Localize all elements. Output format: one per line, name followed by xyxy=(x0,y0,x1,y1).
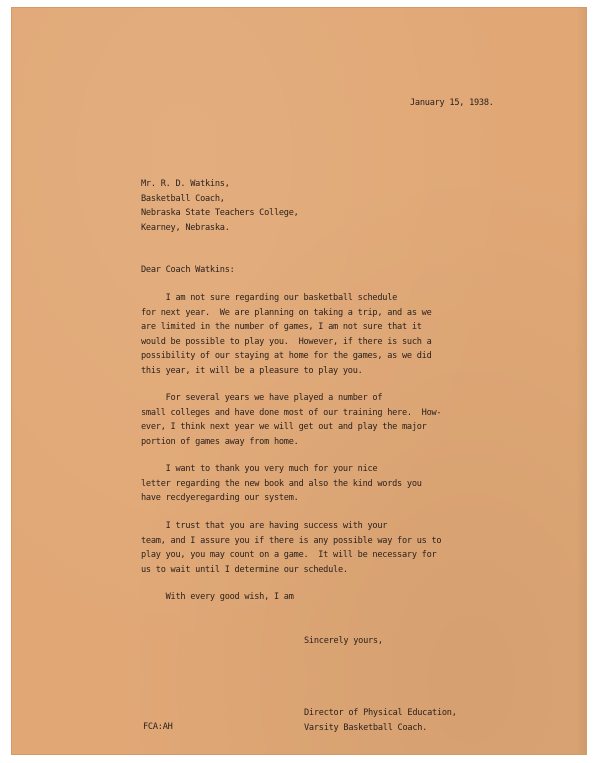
paragraph-line: small colleges and have done most of our training here. How- xyxy=(141,407,442,418)
letter-date: January 15, 1938. xyxy=(410,98,494,108)
signature-title-line: Varsity Basketball Coach. xyxy=(304,722,428,733)
body-paragraph-2 xyxy=(141,391,441,449)
signature-block xyxy=(304,706,457,735)
recipient-name: Mr. R. D. Watkins, xyxy=(141,179,230,189)
closing: Sincerely yours, xyxy=(304,636,383,646)
paragraph-line: ever, I think next year we will get out and play the major xyxy=(141,422,427,433)
paragraph-line: play you, you may count on a game. It will be necessary for xyxy=(141,550,437,561)
paragraph-line: us to wait until I determine our schedule. xyxy=(141,564,348,575)
body-paragraph-4 xyxy=(141,519,441,577)
paragraph-line: are limited in the number of games, I am not sure that it xyxy=(141,322,422,333)
paragraph-line: I want to thank you very much for your nice xyxy=(141,464,378,474)
recipient-title: Basketball Coach, xyxy=(141,193,225,204)
paragraph-line: would be possible to play you. However, if there is such a xyxy=(141,336,432,347)
paragraph-line: have recdyeregarding our system. xyxy=(141,493,299,504)
body-paragraph-3 xyxy=(141,462,422,506)
paragraph-line: portion of games away from home. xyxy=(141,436,299,447)
body-paragraph-1 xyxy=(141,291,432,379)
signature-title-line: Director of Physical Education, xyxy=(304,708,457,718)
body-paragraph-5 xyxy=(141,590,294,605)
salutation: Dear Coach Watkins: xyxy=(141,265,235,275)
paragraph-line: this year, it will be a pleasure to play you. xyxy=(141,365,363,376)
page-edge-shadow xyxy=(576,8,586,754)
paragraph-line: possibility of our staying at home for the games, as we did xyxy=(141,351,432,362)
paragraph-line: I trust that you are having success with your xyxy=(141,521,388,531)
paragraph-line: With every good wish, I am xyxy=(141,592,294,602)
typist-initials: FCA:AH xyxy=(143,722,173,732)
paragraph-line: team, and I assure you if there is any possible way for us to xyxy=(141,535,442,546)
paragraph-line: I am not sure regarding our basketball schedule xyxy=(141,293,398,303)
recipient-address xyxy=(141,177,299,235)
paragraph-line: for next year. We are planning on taking a trip, and as we xyxy=(141,307,432,318)
paragraph-line: letter regarding the new book and also the kind words you xyxy=(141,478,422,489)
letter-page xyxy=(12,8,586,754)
recipient-city: Kearney, Nebraska. xyxy=(141,222,230,233)
recipient-institution: Nebraska State Teachers College, xyxy=(141,208,299,219)
paragraph-line: For several years we have played a number of xyxy=(141,393,383,403)
